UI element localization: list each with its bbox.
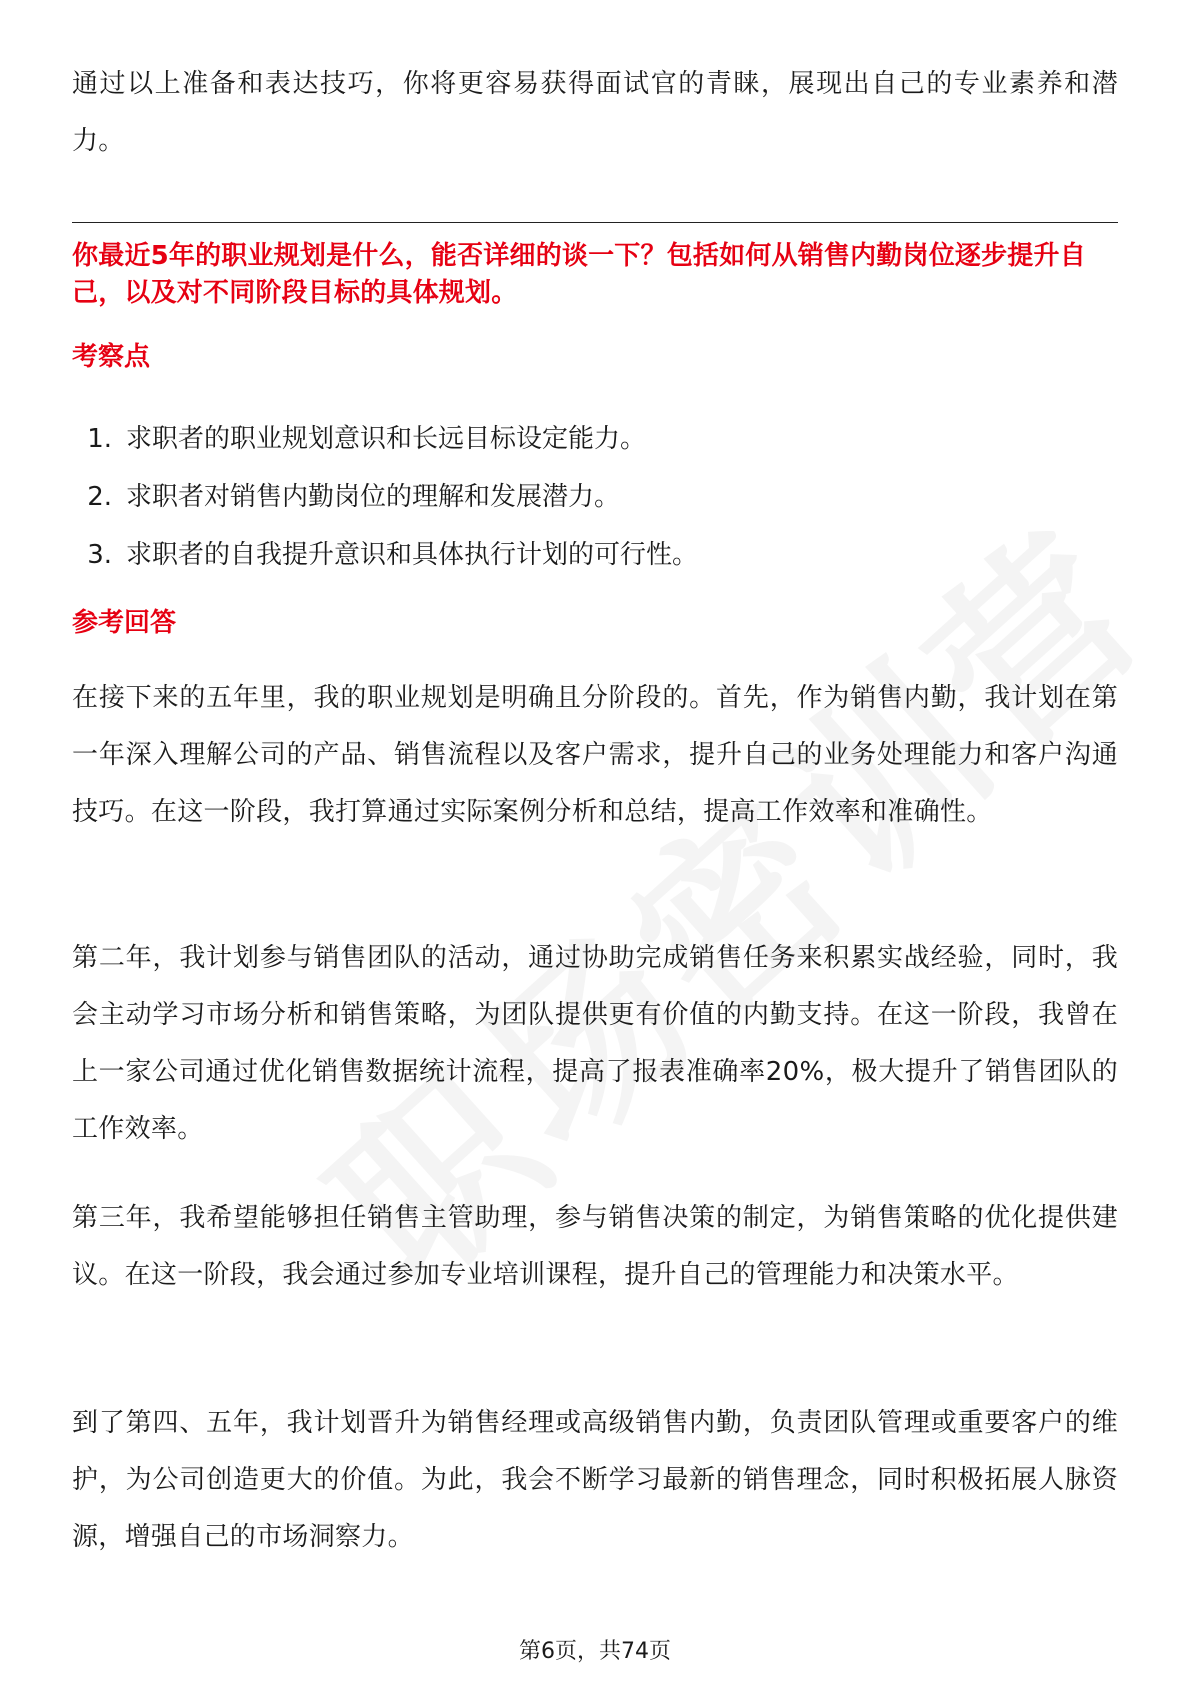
answer-paragraph: 第三年，我希望能够担任销售主管助理，参与销售决策的制定，为销售策略的优化提供建议。在这一阶段，我会通过参加专业培训课程，提升自己的管理能力和决策水平。 [72,1203,1118,1290]
list-text: 求职者的职业规划意识和长远目标设定能力。 [126,424,647,454]
focus-list [72,410,1118,584]
list-text: 求职者对销售内勤岗位的理解和发展潜力。 [126,482,621,512]
list-number: 3. [87,540,112,570]
list-number: 2. [87,482,112,512]
list-item [72,526,1118,584]
section-divider [72,222,1118,223]
intro-paragraph: 通过以上准备和表达技巧，你将更容易获得面试官的青睐，展现出自己的专业素养和潜力。 [72,69,1118,156]
interview-question: 你最近5年的职业规划是什么，能否详细的谈一下？包括如何从销售内勤岗位逐步提升自己，以及对不同阶段目标的具体规划。 [72,241,1086,308]
focus-title: 考察点 [72,342,151,372]
list-text: 求职者的自我提升意识和具体执行计划的可行性。 [126,540,699,570]
answer-title: 参考回答 [72,608,177,638]
answer-paragraph: 第二年，我计划参与销售团队的活动，通过协助完成销售任务来积累实战经验，同时，我会主动学习市场分析和销售策略，为团队提供更有价值的内勤支持。在这一阶段，我曾在上一家公司通过优化销售数据统计流程，提高了报表准确率20%，极大提升了销售团队的工作效率。 [72,943,1118,1144]
list-item [72,468,1118,526]
list-item [72,410,1118,468]
document-page [72,0,1118,1684]
answer-paragraph: 到了第四、五年，我计划晋升为销售经理或高级销售内勤，负责团队管理或重要客户的维护，为公司创造更大的价值。为此，我会不断学习最新的销售理念，同时积极拓展人脉资源，增强自己的市场洞察力。 [72,1408,1118,1552]
answer-paragraph: 在接下来的五年里，我的职业规划是明确且分阶段的。首先，作为销售内勤，我计划在第一年深入理解公司的产品、销售流程以及客户需求，提升自己的业务处理能力和客户沟通技巧。在这一阶段，我打算通过实际案例分析和总结，提高工作效率和准确性。 [72,683,1118,827]
list-number: 1. [87,424,112,454]
page-footer: 第6页，共74页 [519,1639,671,1664]
